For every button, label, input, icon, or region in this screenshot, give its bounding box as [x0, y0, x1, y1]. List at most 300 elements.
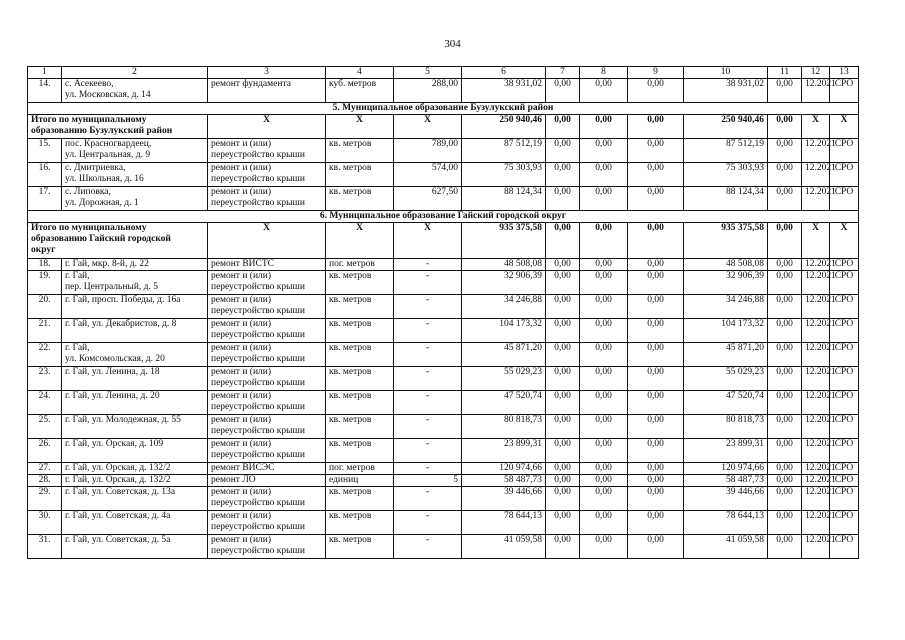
- address: [62, 343, 208, 367]
- completion-date: 12.2021: [802, 463, 830, 475]
- quantity: -: [394, 415, 462, 439]
- address-line: г. Гай, мкр. 8-й, д. 22: [65, 259, 149, 269]
- value: 0,00: [768, 139, 802, 163]
- quantity: -: [394, 367, 462, 391]
- row-number: 30.: [28, 511, 62, 535]
- column-number: 1: [28, 67, 62, 79]
- completion-date: 12.2021: [802, 271, 830, 295]
- value: 0,00: [768, 511, 802, 535]
- work-type: [208, 343, 326, 367]
- method: СРО: [830, 139, 859, 163]
- unit: пог. метров: [326, 463, 394, 475]
- value: 0,00: [580, 415, 628, 439]
- subtotal-cost: 935 375,58: [462, 223, 546, 259]
- value: 0,00: [546, 163, 580, 187]
- value: 0,00: [580, 475, 628, 487]
- work-type-line: переустройство крыши: [211, 198, 305, 208]
- value: 0,00: [546, 535, 580, 559]
- value: 0,00: [546, 439, 580, 463]
- subtotal-label-line: образованию Гайский городской: [31, 234, 171, 244]
- work-type-line: ремонт и (или): [211, 319, 272, 329]
- row-number: 29.: [28, 487, 62, 511]
- value: 0,00: [768, 343, 802, 367]
- subtotal-x: Х: [802, 223, 830, 259]
- value: 0,00: [546, 391, 580, 415]
- row-number: 25.: [28, 415, 62, 439]
- unit: кв. метров: [326, 187, 394, 211]
- quantity: 627,50: [394, 187, 462, 211]
- work-type-line: переустройство крыши: [211, 450, 305, 460]
- unit: кв. метров: [326, 511, 394, 535]
- subtotal-label: [28, 223, 208, 259]
- work-type-line: переустройство крыши: [211, 354, 305, 364]
- fund-sum: 120 974,66: [684, 463, 768, 475]
- address: [62, 439, 208, 463]
- total-cost: 45 871,20: [462, 343, 546, 367]
- value: 0,00: [628, 535, 684, 559]
- column-number: 9: [628, 67, 684, 79]
- method: СРО: [830, 487, 859, 511]
- work-type-line: ремонт и (или): [211, 139, 272, 149]
- work-type-line: ремонт и (или): [211, 487, 272, 497]
- value: 0,00: [546, 259, 580, 271]
- table-row: [28, 319, 859, 343]
- method: СРО: [830, 295, 859, 319]
- work-type: [208, 139, 326, 163]
- section-title: 5. Муниципальное образование Бузулукский район: [28, 103, 859, 115]
- address-line: г. Гай, ул. Молодежная, д. 55: [65, 415, 181, 425]
- work-type: [208, 187, 326, 211]
- address: [62, 163, 208, 187]
- value: 0,00: [546, 319, 580, 343]
- work-type: [208, 319, 326, 343]
- value: 0,00: [768, 163, 802, 187]
- unit: кв. метров: [326, 367, 394, 391]
- fund-sum: 58 487,73: [684, 475, 768, 487]
- work-type-line: ремонт и (или): [211, 163, 272, 173]
- value: 0,00: [768, 259, 802, 271]
- work-type: [208, 415, 326, 439]
- address: [62, 391, 208, 415]
- value: 0,00: [628, 475, 684, 487]
- subtotal-label-line: Итого по муниципальному: [31, 115, 147, 125]
- address: [62, 187, 208, 211]
- address-line: пос. Красногвардеец,: [65, 139, 152, 149]
- value: 0,00: [580, 259, 628, 271]
- address: [62, 271, 208, 295]
- work-type: [208, 163, 326, 187]
- column-number: 12: [802, 67, 830, 79]
- method: СРО: [830, 415, 859, 439]
- total-cost: 87 512,19: [462, 139, 546, 163]
- work-type-line: переустройство крыши: [211, 498, 305, 508]
- value: 0,00: [580, 367, 628, 391]
- column-number: 6: [462, 67, 546, 79]
- method: СРО: [830, 319, 859, 343]
- value: 0,00: [628, 319, 684, 343]
- completion-date: 12.2021: [802, 343, 830, 367]
- value: 0,00: [628, 511, 684, 535]
- work-type-line: ремонт и (или): [211, 415, 272, 425]
- value: 0,00: [628, 295, 684, 319]
- completion-date: 12.2021: [802, 511, 830, 535]
- fund-sum: 48 508,08: [684, 259, 768, 271]
- row-number: 15.: [28, 139, 62, 163]
- unit: кв. метров: [326, 391, 394, 415]
- address-line: ул. Центральная, д. 9: [65, 150, 151, 160]
- value: 0,00: [546, 139, 580, 163]
- value: 0,00: [628, 415, 684, 439]
- row-number: 27.: [28, 463, 62, 475]
- subtotal-value: 0,00: [546, 115, 580, 139]
- work-type-line: ремонт ЛО: [211, 475, 256, 485]
- subtotal-label-line: Итого по муниципальному: [31, 223, 147, 233]
- value: 0,00: [628, 163, 684, 187]
- total-cost: 104 173,32: [462, 319, 546, 343]
- table-row: [28, 487, 859, 511]
- fund-sum: 32 906,39: [684, 271, 768, 295]
- value: 0,00: [546, 271, 580, 295]
- value: 0,00: [628, 271, 684, 295]
- value: 0,00: [768, 391, 802, 415]
- value: 0,00: [628, 439, 684, 463]
- method: СРО: [830, 343, 859, 367]
- work-type-line: ремонт и (или): [211, 511, 272, 521]
- address-line: ул. Дорожная, д. 1: [65, 198, 139, 208]
- value: 0,00: [580, 295, 628, 319]
- completion-date: 12.2021: [802, 139, 830, 163]
- subtotal-x: Х: [326, 223, 394, 259]
- subtotal-row: [28, 223, 859, 259]
- address-line: пер. Центральный, д. 5: [65, 282, 158, 292]
- section-heading-row: [28, 211, 859, 223]
- address: [62, 79, 208, 103]
- table-row: [28, 271, 859, 295]
- work-type-line: переустройство крыши: [211, 426, 305, 436]
- work-type: [208, 295, 326, 319]
- value: 0,00: [768, 415, 802, 439]
- row-number: 17.: [28, 187, 62, 211]
- subtotal-value: 0,00: [768, 115, 802, 139]
- address: [62, 319, 208, 343]
- work-type-line: переустройство крыши: [211, 174, 305, 184]
- address: [62, 511, 208, 535]
- quantity: -: [394, 463, 462, 475]
- work-type-line: переустройство крыши: [211, 306, 305, 316]
- completion-date: 12.2021: [802, 439, 830, 463]
- fund-sum: 78 644,13: [684, 511, 768, 535]
- work-type-line: ремонт ВИСЭС: [211, 463, 275, 473]
- method: СРО: [830, 259, 859, 271]
- fund-sum: 104 173,32: [684, 319, 768, 343]
- row-number: 20.: [28, 295, 62, 319]
- value: 0,00: [628, 79, 684, 103]
- address-line: г. Гай, ул. Декабристов, д. 8: [65, 319, 177, 329]
- value: 0,00: [546, 343, 580, 367]
- work-type: [208, 463, 326, 475]
- value: 0,00: [768, 463, 802, 475]
- work-type-line: переустройство крыши: [211, 522, 305, 532]
- completion-date: 12.2021: [802, 415, 830, 439]
- fund-sum: 47 520,74: [684, 391, 768, 415]
- work-type: [208, 271, 326, 295]
- subtotal-x: Х: [830, 115, 859, 139]
- address: [62, 295, 208, 319]
- work-type-line: ремонт и (или): [211, 271, 272, 281]
- subtotal-row: [28, 115, 859, 139]
- row-number: 24.: [28, 391, 62, 415]
- total-cost: 48 508,08: [462, 259, 546, 271]
- work-type: [208, 259, 326, 271]
- fund-sum: 75 303,93: [684, 163, 768, 187]
- quantity: -: [394, 487, 462, 511]
- row-number: 23.: [28, 367, 62, 391]
- method: СРО: [830, 463, 859, 475]
- value: 0,00: [580, 439, 628, 463]
- address-line: г. Гай, ул. Советская, д. 13а: [65, 487, 176, 497]
- value: 0,00: [580, 487, 628, 511]
- value: 0,00: [546, 79, 580, 103]
- fund-sum: 88 124,34: [684, 187, 768, 211]
- table-row: [28, 463, 859, 475]
- value: 0,00: [580, 391, 628, 415]
- fund-sum: 23 899,31: [684, 439, 768, 463]
- subtotal-label-line: округ: [31, 245, 56, 255]
- quantity: -: [394, 259, 462, 271]
- table-row: [28, 139, 859, 163]
- total-cost: 38 931,02: [462, 79, 546, 103]
- value: 0,00: [546, 475, 580, 487]
- address-line: г. Гай, ул. Ленина, д. 18: [65, 367, 160, 377]
- work-type: [208, 475, 326, 487]
- address-line: г. Гай, ул. Советская, д. 4а: [65, 511, 171, 521]
- value: 0,00: [580, 79, 628, 103]
- work-type-line: ремонт и (или): [211, 367, 272, 377]
- method: СРО: [830, 271, 859, 295]
- method: СРО: [830, 163, 859, 187]
- row-number: 14.: [28, 79, 62, 103]
- address: [62, 259, 208, 271]
- value: 0,00: [580, 319, 628, 343]
- total-cost: 78 644,13: [462, 511, 546, 535]
- total-cost: 39 446,66: [462, 487, 546, 511]
- work-type: [208, 511, 326, 535]
- quantity: -: [394, 271, 462, 295]
- value: 0,00: [580, 187, 628, 211]
- unit: кв. метров: [326, 163, 394, 187]
- completion-date: 12.2021: [802, 259, 830, 271]
- fund-sum: 39 446,66: [684, 487, 768, 511]
- value: 0,00: [768, 439, 802, 463]
- unit: кв. метров: [326, 295, 394, 319]
- address-line: с. Асекеево,: [65, 79, 114, 89]
- subtotal-sum: 935 375,58: [684, 223, 768, 259]
- row-number: 26.: [28, 439, 62, 463]
- value: 0,00: [546, 511, 580, 535]
- work-type-line: ремонт и (или): [211, 295, 272, 305]
- quantity: -: [394, 319, 462, 343]
- total-cost: 88 124,34: [462, 187, 546, 211]
- address: [62, 475, 208, 487]
- subtotal-x: Х: [394, 223, 462, 259]
- subtotal-x: Х: [830, 223, 859, 259]
- value: 0,00: [628, 367, 684, 391]
- completion-date: 12.2021: [802, 391, 830, 415]
- value: 0,00: [546, 367, 580, 391]
- subtotal-x: Х: [326, 115, 394, 139]
- quantity: 288,00: [394, 79, 462, 103]
- total-cost: 23 899,31: [462, 439, 546, 463]
- completion-date: 12.2021: [802, 163, 830, 187]
- address-line: г. Гай, ул. Ленина, д. 20: [65, 391, 160, 401]
- value: 0,00: [768, 475, 802, 487]
- work-type-line: ремонт фундамента: [211, 79, 291, 89]
- quantity: 574,00: [394, 163, 462, 187]
- unit: кв. метров: [326, 271, 394, 295]
- column-number: 11: [768, 67, 802, 79]
- work-type: [208, 391, 326, 415]
- work-type-line: ремонт ВИСТС: [211, 259, 275, 269]
- table-row: [28, 367, 859, 391]
- quantity: -: [394, 439, 462, 463]
- subtotal-sum: 250 940,46: [684, 115, 768, 139]
- total-cost: 58 487,73: [462, 475, 546, 487]
- fund-sum: 87 512,19: [684, 139, 768, 163]
- column-number: 2: [62, 67, 208, 79]
- address: [62, 139, 208, 163]
- subtotal-x: Х: [208, 115, 326, 139]
- value: 0,00: [768, 295, 802, 319]
- value: 0,00: [768, 79, 802, 103]
- value: 0,00: [768, 187, 802, 211]
- subtotal-x: Х: [208, 223, 326, 259]
- quantity: -: [394, 295, 462, 319]
- total-cost: 120 974,66: [462, 463, 546, 475]
- value: 0,00: [580, 271, 628, 295]
- table-row: [28, 511, 859, 535]
- column-number: 7: [546, 67, 580, 79]
- value: 0,00: [546, 487, 580, 511]
- subtotal-label: [28, 115, 208, 139]
- total-cost: 55 029,23: [462, 367, 546, 391]
- work-type-line: переустройство крыши: [211, 402, 305, 412]
- value: 0,00: [628, 343, 684, 367]
- work-type-line: переустройство крыши: [211, 378, 305, 388]
- unit: кв. метров: [326, 487, 394, 511]
- table-row: [28, 163, 859, 187]
- subtotal-value: 0,00: [628, 223, 684, 259]
- total-cost: 41 059,58: [462, 535, 546, 559]
- row-number: 21.: [28, 319, 62, 343]
- method: СРО: [830, 367, 859, 391]
- work-type-line: переустройство крыши: [211, 330, 305, 340]
- total-cost: 80 818,73: [462, 415, 546, 439]
- unit: кв. метров: [326, 439, 394, 463]
- row-number: 18.: [28, 259, 62, 271]
- method: СРО: [830, 187, 859, 211]
- fund-sum: 45 871,20: [684, 343, 768, 367]
- fund-sum: 38 931,02: [684, 79, 768, 103]
- fund-sum: 80 818,73: [684, 415, 768, 439]
- fund-sum: 55 029,23: [684, 367, 768, 391]
- completion-date: 12.2021: [802, 367, 830, 391]
- total-cost: 32 906,39: [462, 271, 546, 295]
- total-cost: 75 303,93: [462, 163, 546, 187]
- address-line: г. Гай, ул. Орская, д. 109: [65, 439, 164, 449]
- row-number: 28.: [28, 475, 62, 487]
- subtotal-value: 0,00: [628, 115, 684, 139]
- completion-date: 12.2021: [802, 535, 830, 559]
- section-title: 6. Муниципальное образование Гайский городской округ: [28, 211, 859, 223]
- quantity: -: [394, 511, 462, 535]
- fund-sum: 34 246,88: [684, 295, 768, 319]
- unit: единиц: [326, 475, 394, 487]
- value: 0,00: [580, 139, 628, 163]
- value: 0,00: [768, 271, 802, 295]
- quantity: 5: [394, 475, 462, 487]
- method: СРО: [830, 535, 859, 559]
- value: 0,00: [580, 463, 628, 475]
- subtotal-value: 0,00: [580, 115, 628, 139]
- completion-date: 12.2021: [802, 475, 830, 487]
- unit: кв. метров: [326, 343, 394, 367]
- work-type: [208, 439, 326, 463]
- address-line: с. Липовка,: [65, 187, 111, 197]
- address: [62, 415, 208, 439]
- value: 0,00: [546, 295, 580, 319]
- subtotal-value: 0,00: [768, 223, 802, 259]
- column-number: 8: [580, 67, 628, 79]
- value: 0,00: [546, 415, 580, 439]
- completion-date: 12.2021: [802, 295, 830, 319]
- subtotal-label-line: образованию Бузулукский район: [31, 126, 173, 136]
- completion-date: 12.2021: [802, 79, 830, 103]
- value: 0,00: [580, 163, 628, 187]
- row-number: 22.: [28, 343, 62, 367]
- value: 0,00: [628, 391, 684, 415]
- quantity: -: [394, 391, 462, 415]
- address-line: г. Гай,: [65, 271, 90, 281]
- unit: кв. метров: [326, 415, 394, 439]
- value: 0,00: [628, 487, 684, 511]
- column-number: 4: [326, 67, 394, 79]
- table-row: [28, 475, 859, 487]
- page-number: 304: [444, 38, 461, 50]
- value: 0,00: [546, 463, 580, 475]
- table-body: [28, 67, 859, 559]
- value: 0,00: [628, 259, 684, 271]
- value: 0,00: [580, 535, 628, 559]
- column-number: 5: [394, 67, 462, 79]
- table-row: [28, 391, 859, 415]
- row-number: 31.: [28, 535, 62, 559]
- address-line: с. Дмитриевка,: [65, 163, 126, 173]
- completion-date: 12.2021: [802, 319, 830, 343]
- section-heading-row: [28, 103, 859, 115]
- subtotal-cost: 250 940,46: [462, 115, 546, 139]
- repair-plan-table: [27, 66, 859, 559]
- unit: куб. метров: [326, 79, 394, 103]
- subtotal-x: Х: [802, 115, 830, 139]
- value: 0,00: [580, 511, 628, 535]
- row-number: 19.: [28, 271, 62, 295]
- address-line: г. Гай, просп. Победы, д. 16а: [65, 295, 181, 305]
- address-line: г. Гай, ул. Орская, д. 132/2: [65, 475, 171, 485]
- row-number: 16.: [28, 163, 62, 187]
- value: 0,00: [768, 487, 802, 511]
- work-type-line: ремонт и (или): [211, 439, 272, 449]
- quantity: 789,00: [394, 139, 462, 163]
